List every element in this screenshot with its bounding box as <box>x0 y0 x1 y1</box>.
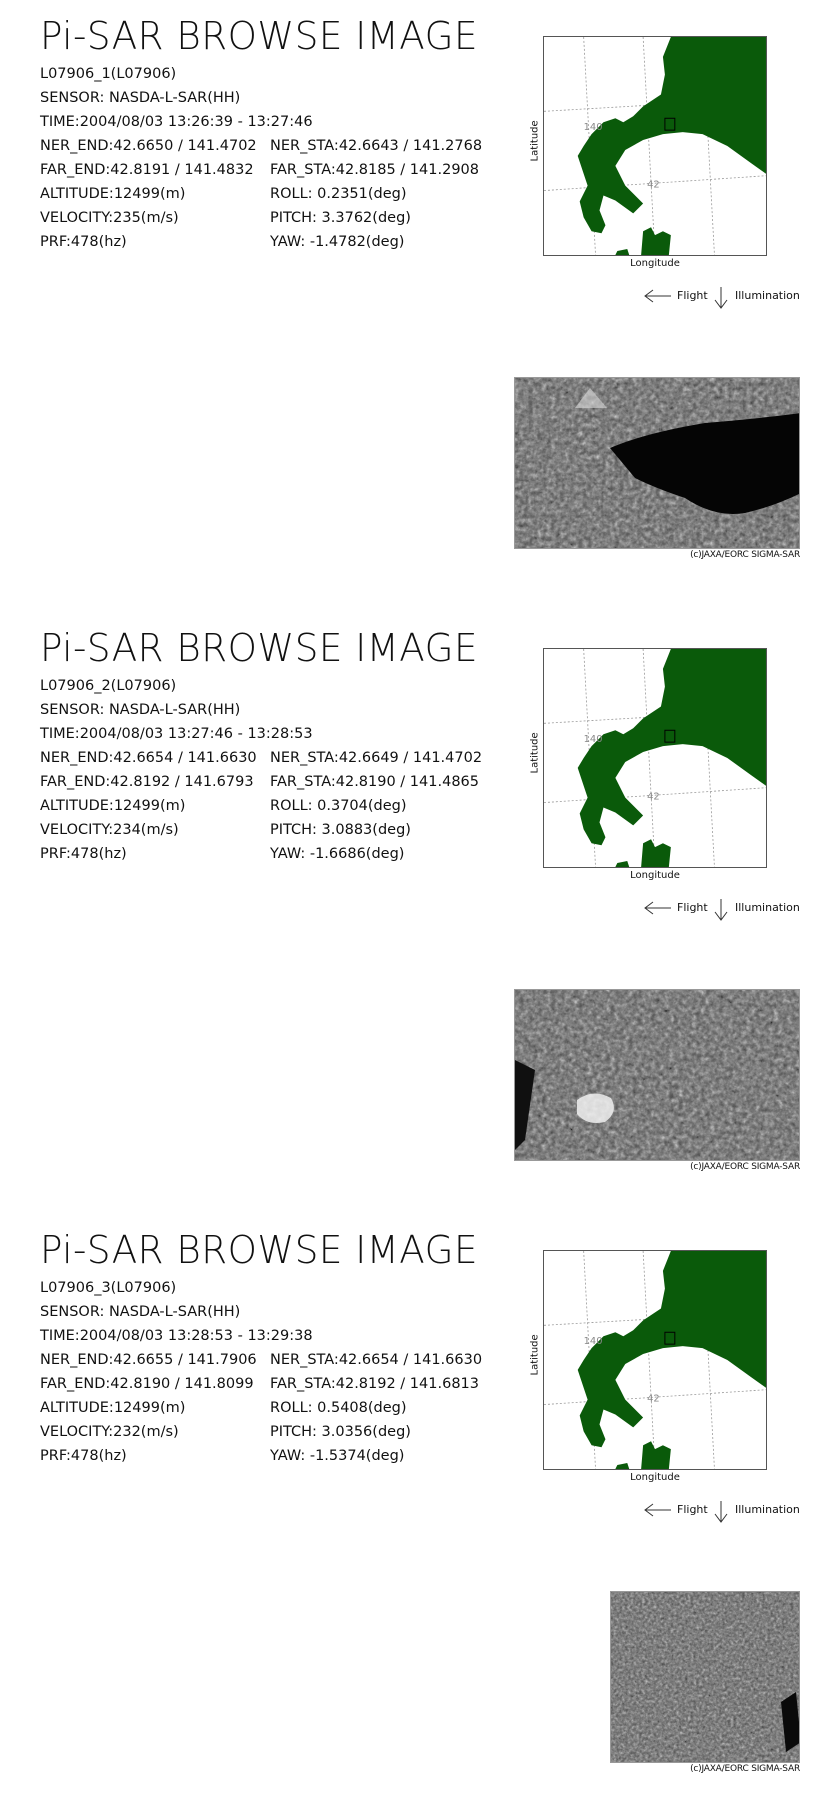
prf-yaw-row <box>40 842 510 866</box>
flight-parameters <box>40 62 510 254</box>
illumination-label: Illumination <box>735 1503 800 1516</box>
location-map <box>529 648 769 883</box>
lon-tick-label: 140 <box>583 734 603 746</box>
islet <box>615 249 629 255</box>
browse-section-3 <box>0 1214 822 1814</box>
image-credit: (c)JAXA/EORC SIGMA-SAR <box>690 550 800 560</box>
flight-arrow-icon <box>643 900 673 916</box>
corner-row-near <box>40 1348 510 1372</box>
illumination-arrow-icon <box>713 898 729 922</box>
latitude-axis-label: Latitude <box>529 120 541 162</box>
far-start-coords: FAR_STA:42.8192 / 141.6813 <box>270 1376 479 1392</box>
flight-parameters <box>40 674 510 866</box>
islet <box>615 861 629 867</box>
roll-value: ROLL: 0.2351(deg) <box>270 186 407 202</box>
longitude-axis-label: Longitude <box>630 258 680 269</box>
altitude-value: ALTITUDE:12499(m) <box>40 186 186 202</box>
prf-value: PRF:478(hz) <box>40 1448 127 1464</box>
prf-yaw-row <box>40 1444 510 1468</box>
near-end-coords: NER_END:42.6650 / 141.4702 <box>40 138 257 154</box>
yaw-value: YAW: -1.4782(deg) <box>270 234 405 250</box>
near-start-coords: NER_STA:42.6654 / 141.6630 <box>270 1352 483 1368</box>
land-mass <box>578 649 766 845</box>
far-start-coords: FAR_STA:42.8185 / 141.2908 <box>270 162 479 178</box>
time-range: TIME:2004/08/03 13:28:53 - 13:29:38 <box>40 1328 313 1344</box>
yaw-value: YAW: -1.5374(deg) <box>270 1448 405 1464</box>
hokkaido-map <box>543 1250 767 1470</box>
far-end-coords: FAR_END:42.8190 / 141.8099 <box>40 1376 254 1392</box>
time-range: TIME:2004/08/03 13:26:39 - 13:27:46 <box>40 114 313 130</box>
lat-tick-label: 42 <box>647 791 660 803</box>
roll-value: ROLL: 0.5408(deg) <box>270 1400 407 1416</box>
flight-label: Flight <box>677 289 708 302</box>
land-mass <box>578 37 766 233</box>
lon-tick-label: 140 <box>583 1336 603 1348</box>
lat-tick-label: 42 <box>647 1393 660 1405</box>
velocity-pitch-row <box>40 1420 510 1444</box>
sar-browse-image <box>610 1591 800 1763</box>
pitch-value: PITCH: 3.0883(deg) <box>270 822 411 838</box>
flight-parameters <box>40 1276 510 1468</box>
land-mass <box>578 1251 766 1447</box>
near-start-coords: NER_STA:42.6649 / 141.4702 <box>270 750 483 766</box>
latitude-axis-label: Latitude <box>529 1334 541 1376</box>
peninsula-south <box>641 839 671 867</box>
section-title: Pi-SAR BROWSE IMAGE <box>40 14 478 58</box>
sensor-label: SENSOR: NASDA-L-SAR(HH) <box>40 702 241 718</box>
direction-legend <box>643 898 803 924</box>
velocity-pitch-row <box>40 818 510 842</box>
longitude-axis-label: Longitude <box>630 1472 680 1483</box>
near-end-coords: NER_END:42.6655 / 141.7906 <box>40 1352 257 1368</box>
lat-tick-label: 42 <box>647 179 660 191</box>
far-end-coords: FAR_END:42.8192 / 141.6793 <box>40 774 254 790</box>
section-title: Pi-SAR BROWSE IMAGE <box>40 626 478 670</box>
yaw-value: YAW: -1.6686(deg) <box>270 846 405 862</box>
time-range: TIME:2004/08/03 13:27:46 - 13:28:53 <box>40 726 313 742</box>
velocity-pitch-row <box>40 206 510 230</box>
browse-section-2 <box>0 612 822 1212</box>
scene-id: L07906_2(L07906) <box>40 678 177 694</box>
near-start-coords: NER_STA:42.6643 / 141.2768 <box>270 138 483 154</box>
image-credit: (c)JAXA/EORC SIGMA-SAR <box>690 1764 800 1774</box>
altitude-roll-row <box>40 794 510 818</box>
corner-row-near <box>40 134 510 158</box>
sar-browse-image <box>514 377 800 549</box>
illumination-label: Illumination <box>735 901 800 914</box>
flight-label: Flight <box>677 1503 708 1516</box>
altitude-value: ALTITUDE:12499(m) <box>40 1400 186 1416</box>
peninsula-south <box>641 227 671 255</box>
velocity-value: VELOCITY:232(m/s) <box>40 1424 179 1440</box>
sar-texture <box>611 1592 800 1763</box>
sar-browse-image <box>514 989 800 1161</box>
browse-section-1 <box>0 0 822 600</box>
image-credit: (c)JAXA/EORC SIGMA-SAR <box>690 1162 800 1172</box>
location-map <box>529 1250 769 1485</box>
sensor-label: SENSOR: NASDA-L-SAR(HH) <box>40 90 241 106</box>
near-end-coords: NER_END:42.6654 / 141.6630 <box>40 750 257 766</box>
sar-texture <box>515 378 800 549</box>
far-start-coords: FAR_STA:42.8190 / 141.4865 <box>270 774 479 790</box>
longitude-axis-label: Longitude <box>630 870 680 881</box>
scene-id: L07906_1(L07906) <box>40 66 177 82</box>
latitude-axis-label: Latitude <box>529 732 541 774</box>
corner-row-far <box>40 1372 510 1396</box>
corner-row-far <box>40 770 510 794</box>
scene-id: L07906_3(L07906) <box>40 1280 177 1296</box>
far-end-coords: FAR_END:42.8191 / 141.4832 <box>40 162 254 178</box>
illumination-arrow-icon <box>713 1500 729 1524</box>
hokkaido-map <box>543 648 767 868</box>
direction-legend <box>643 286 803 312</box>
prf-value: PRF:478(hz) <box>40 846 127 862</box>
section-title: Pi-SAR BROWSE IMAGE <box>40 1228 478 1272</box>
pitch-value: PITCH: 3.3762(deg) <box>270 210 411 226</box>
illumination-label: Illumination <box>735 289 800 302</box>
altitude-roll-row <box>40 1396 510 1420</box>
pitch-value: PITCH: 3.0356(deg) <box>270 1424 411 1440</box>
lon-tick-label: 140 <box>583 122 603 134</box>
direction-legend <box>643 1500 803 1526</box>
illumination-arrow-icon <box>713 286 729 310</box>
sar-texture <box>515 990 800 1161</box>
prf-yaw-row <box>40 230 510 254</box>
corner-row-near <box>40 746 510 770</box>
flight-arrow-icon <box>643 1502 673 1518</box>
velocity-value: VELOCITY:235(m/s) <box>40 210 179 226</box>
flight-label: Flight <box>677 901 708 914</box>
corner-row-far <box>40 158 510 182</box>
flight-arrow-icon <box>643 288 673 304</box>
velocity-value: VELOCITY:234(m/s) <box>40 822 179 838</box>
roll-value: ROLL: 0.3704(deg) <box>270 798 407 814</box>
hokkaido-map <box>543 36 767 256</box>
islet <box>615 1463 629 1469</box>
prf-value: PRF:478(hz) <box>40 234 127 250</box>
peninsula-south <box>641 1441 671 1469</box>
altitude-roll-row <box>40 182 510 206</box>
sensor-label: SENSOR: NASDA-L-SAR(HH) <box>40 1304 241 1320</box>
location-map <box>529 36 769 271</box>
altitude-value: ALTITUDE:12499(m) <box>40 798 186 814</box>
